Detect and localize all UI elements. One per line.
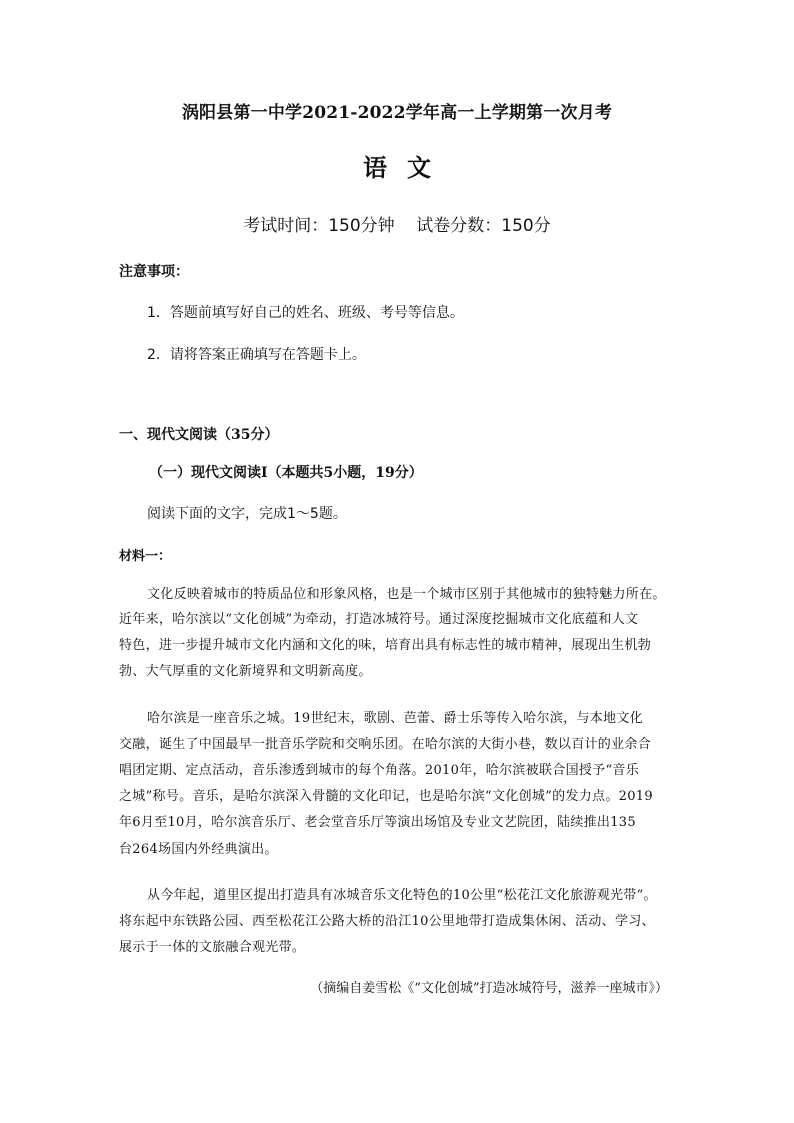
subsection-heading: （一）现代文阅读Ⅰ（本题共5小题，19分）: [149, 465, 423, 481]
paragraph-line: 将东起中东铁路公园、西至松花江公路大桥的沿江10公里地带打造成集休闲、活动、学习、: [119, 914, 655, 929]
paragraph-line: 文化反映着城市的特质品位和形象风格，也是一个城市区别于其他城市的独特魅力所在。: [147, 587, 666, 602]
paragraph-line: 从今年起，道里区提出打造具有冰城音乐文化特色的10公里“松花江文化旅游观光带”。: [147, 888, 657, 903]
section-heading: 一、现代文阅读（35分）: [119, 427, 279, 443]
paragraph-line: 特色，进一步提升城市文化内涵和文化的味，培育出具有标志性的城市精神，展现出生机勃: [119, 638, 652, 653]
subject-title: 语文: [363, 153, 451, 182]
paragraph-line: 交融，诞生了中国最早一批音乐学院和交响乐团。在哈尔滨的大街小巷，数以百计的业余合: [119, 737, 652, 752]
notice-item-2: 2．请将答案正确填写在答题卡上。: [147, 347, 366, 363]
paragraph-line: 近年来，哈尔滨以“文化创城”为牵动，打造冰城符号。通过深度挖掘城市文化底蕴和人文: [119, 612, 639, 627]
paragraph-line: 年6月至10月，哈尔滨音乐厅、老会堂音乐厅等演出场馆及专业文艺院团，陆续推出135: [119, 815, 636, 830]
source-citation: （摘编自姜雪松《“文化创城”打造冰城符号，滋养一座城市》）: [310, 981, 668, 996]
paragraph-line: 之城”称号。音乐，是哈尔滨深入骨髓的文化印记，也是哈尔滨“文化创城”的发力点。2019: [119, 789, 653, 804]
paragraph-line: 哈尔滨是一座音乐之城。19世纪末，歌剧、芭蕾、爵士乐等传入哈尔滨，与本地文化: [147, 711, 643, 726]
exam-title: 涡阳县第一中学2021-2022学年高一上学期第一次月考: [181, 103, 613, 123]
paragraph-line: 台264场国内外经典演出。: [119, 842, 278, 857]
reading-instruction: 阅读下面的文字，完成1～5题。: [147, 506, 347, 522]
material-label: 材料一：: [119, 549, 172, 564]
paragraph-line: 勃、大气厚重的文化新境界和文明新高度。: [119, 664, 372, 679]
paragraph-line: 唱团定期、定点活动，音乐渗透到城市的每个角落。2010年，哈尔滨被联合国授予“音乐: [119, 763, 640, 778]
notice-heading: 注意事项：: [119, 264, 189, 280]
exam-info: 考试时间：150分钟 试卷分数：150分: [243, 216, 551, 236]
notice-item-1: 1．答题前填写好自己的姓名、班级、考号等信息。: [147, 305, 464, 321]
paragraph-line: 展示于一体的文旅融合观光带。: [119, 940, 306, 955]
